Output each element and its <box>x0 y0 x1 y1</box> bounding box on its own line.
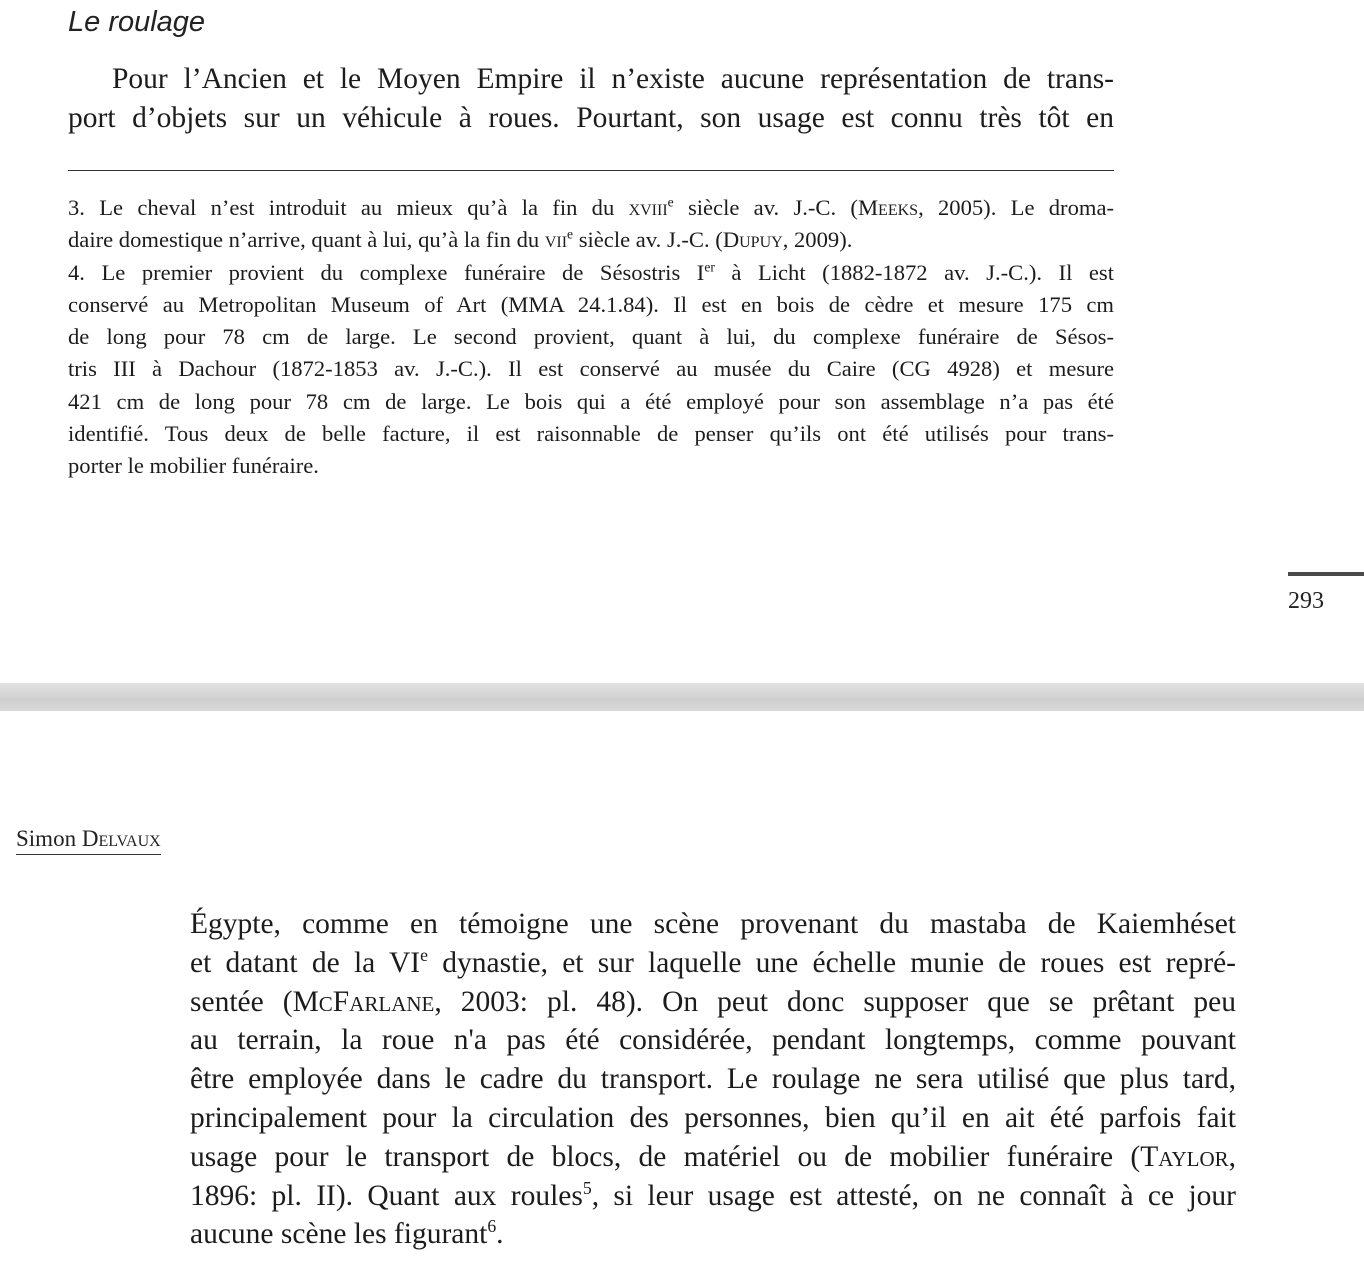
footnote-4-line: identifié. Tous deux de belle facture, il est raisonnable de penser qu’ils ont été utilisés pour trans- <box>68 421 1114 447</box>
page-number-rule <box>1288 572 1364 576</box>
footnote-4-line: 421 cm de long pour 78 cm de large. Le bois qui a été employé pour son assemblage n’a pas été <box>68 388 1114 414</box>
footnote-ref[interactable]: 5 <box>582 1177 592 1198</box>
footnote-4-line: porter le mobilier funéraire. <box>68 453 319 479</box>
running-head-author: Simon Delvaux <box>16 826 161 855</box>
text-line: Pour l’Ancien et le Moyen Empire il n’existe aucune représentation de trans- <box>112 63 1114 95</box>
footnote-3-line: 3. Le cheval n’est introduit au mieux qu’à la fin du xviii$^e$ siècle av. J.-C. (Meeks, 2005). Le droma- <box>68 194 1115 220</box>
text-line: Égypte, comme en témoigne une scène provenant du mastaba de Kaiemhéset <box>190 908 1236 940</box>
section-heading: Le roulage <box>68 6 206 38</box>
text-line: aucune scène les figurant$^6$. <box>190 1216 504 1251</box>
author-name: Dupuy <box>722 227 783 253</box>
footnote-3-line: daire domestique n’arrive, quant à lui, qu’à la fin du vii$^e$ siècle av. J.-C. (Dupuy, 2009). <box>68 226 853 253</box>
footnote-4-line: conservé au Metropolitan Museum of Art (MMA 24.1.84). Il est en bois de cèdre et mesure 175 cm <box>68 291 1114 317</box>
author-name: McFarlane <box>292 985 435 1018</box>
author-name: Taylor <box>1140 1140 1229 1173</box>
footnotes <box>68 192 1114 483</box>
text-line: 1896: pl. II). Quant aux roules$^5$, si leur usage est attesté, on ne connaît à ce jour <box>190 1177 1236 1212</box>
page-number: 293 <box>1288 588 1324 614</box>
text-line: usage pour le transport de blocs, de matériel ou de mobilier funéraire (Taylor, <box>190 1140 1236 1173</box>
footnote-4-line: tris III à Dachour (1872-1853 av. J.-C.). Il est conservé au musée du Caire (CG 4928) et mesure <box>68 356 1114 382</box>
body-paragraph-bottom <box>190 905 1236 1254</box>
page-divider <box>0 683 1364 711</box>
body-paragraph-top <box>68 60 1114 138</box>
text-line: et datant de la VIe dynastie, et sur laquelle une échelle munie de roues est repré- <box>190 944 1236 979</box>
text-line: au terrain, la roue n'a pas été considérée, pendant longtemps, comme pouvant <box>190 1024 1236 1057</box>
text-line: port d’objets sur un véhicule à roues. Pourtant, son usage est connu très tôt en <box>68 102 1114 134</box>
footnote-4-line: de long pour 78 cm de large. Le second provient, quant à lui, du complexe funéraire de Sésos- <box>68 324 1114 350</box>
footnote-separator <box>68 170 1114 171</box>
footnote-ref[interactable]: 6 <box>487 1216 497 1237</box>
text-line: principalement pour la circulation des personnes, bien qu’il en ait été parfois fait <box>190 1101 1236 1134</box>
footnote-4-line: 4. Le premier provient du complexe funéraire de Sésostris Ier à Licht (1882-1872 av. J.-C.). Il est <box>68 259 1114 285</box>
text-line: sentée (McFarlane, 2003: pl. 48). On peut donc supposer que se prêtant peu <box>190 985 1236 1018</box>
text-line: être employée dans le cadre du transport. Le roulage ne sera utilisé que plus tard, <box>190 1063 1236 1096</box>
author-name: Meeks <box>857 195 919 220</box>
